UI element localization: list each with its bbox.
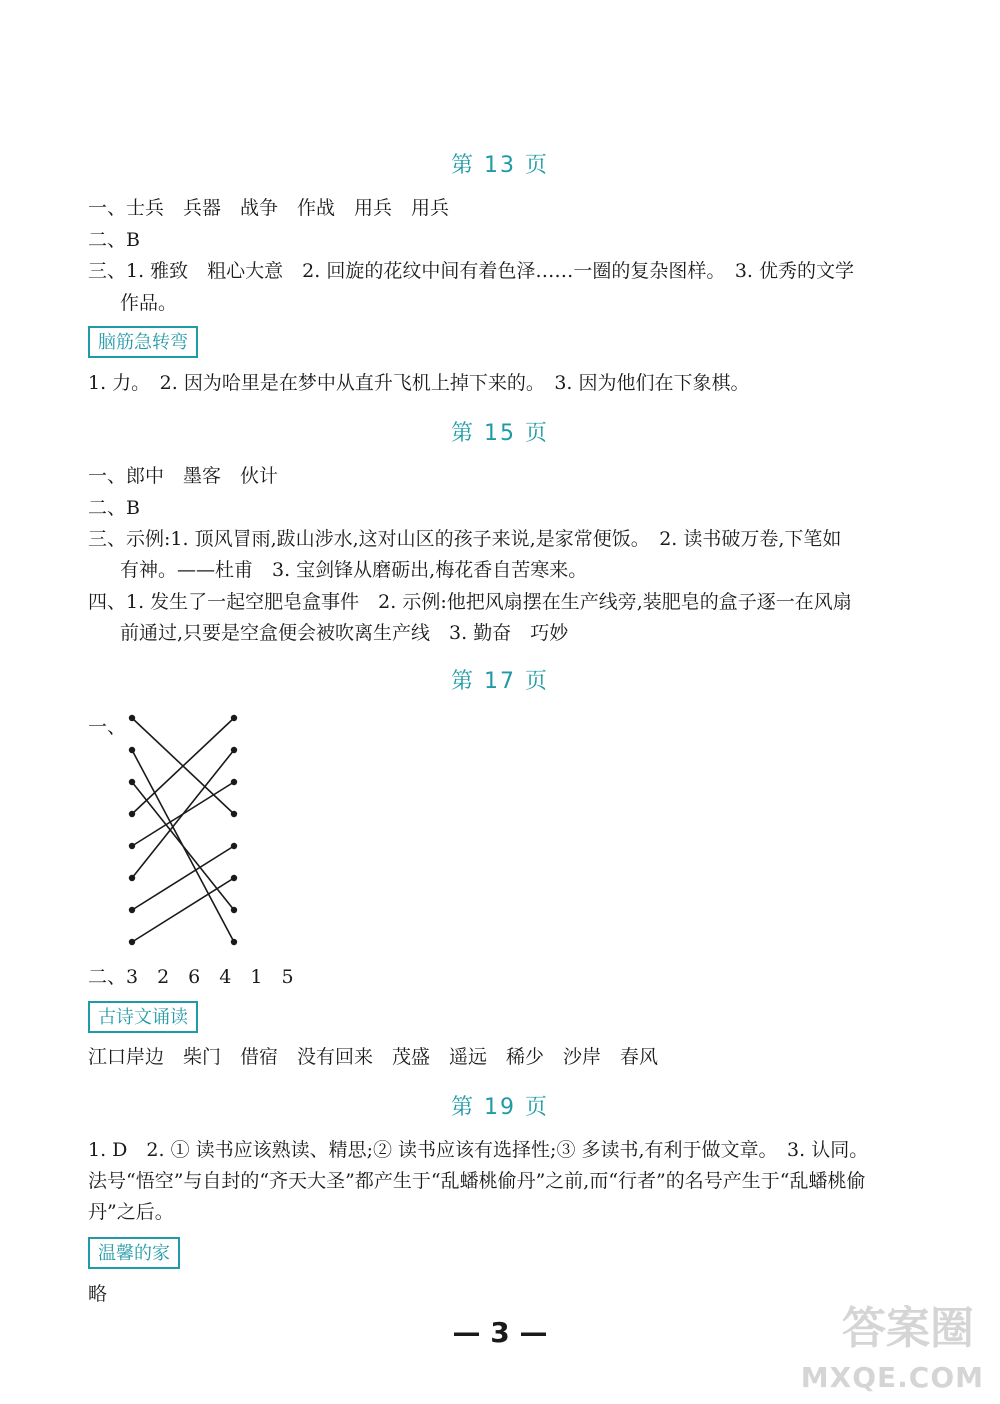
- answer-line: 有神。——杜甫 3. 宝剑锋从磨砺出,梅花香自苦寒来。: [120, 559, 588, 581]
- answer-line: 二、B: [88, 229, 140, 251]
- answer-line: 一、士兵 兵器 战争 作战 用兵 用兵: [88, 197, 450, 219]
- section-heading-17: 第 17 页: [451, 669, 549, 694]
- matching-diagram: [120, 710, 250, 960]
- section-tag-poetry: 古诗文诵读: [88, 1001, 198, 1033]
- matching-dot-right: [231, 939, 237, 945]
- watermark-cn: 答案圈: [842, 1303, 974, 1354]
- answer-line: 三、示例:1. 顶风冒雨,跋山涉水,这对山区的孩子来说,是家常便饭。 2. 读书破万卷,下笔如: [88, 528, 842, 550]
- answer-line: 法号“悟空”与自封的“齐天大圣”都产生于“乱蟠桃偷丹”之前,而“行者”的名号产生于“乱蟠桃偷: [88, 1170, 866, 1192]
- matching-dot-right: [231, 779, 237, 785]
- section-heading-19: 第 19 页: [451, 1095, 549, 1120]
- answer-line: 作品。: [120, 292, 178, 314]
- matching-dot-left: [129, 811, 135, 817]
- matching-dot-left: [129, 843, 135, 849]
- section-tag-brain-teaser: 脑筋急转弯: [88, 326, 198, 358]
- answer-line: 丹”之后。: [88, 1201, 174, 1223]
- matching-dot-left: [129, 907, 135, 913]
- answer-line: 四、1. 发生了一起空肥皂盒事件 2. 示例:他把风扇摆在生产线旁,装肥皂的盒子逐一在风扇: [88, 591, 852, 613]
- matching-line: [132, 750, 234, 878]
- answer-line: 前通过,只要是空盒便会被吹离生产线 3. 勤奋 巧妙: [120, 622, 569, 644]
- answer-line: 略: [88, 1283, 108, 1305]
- matching-dot-left: [129, 939, 135, 945]
- section-tag-home: 温馨的家: [88, 1237, 180, 1269]
- watermark-en: MXQE.COM: [800, 1361, 984, 1394]
- matching-dot-left: [129, 875, 135, 881]
- matching-dot-left: [129, 779, 135, 785]
- matching-dot-left: [129, 747, 135, 753]
- answer-line: 1. D 2. ① 读书应该熟读、精思;② 读书应该有选择性;③ 多读书,有利于做文章。 3. 认同。: [88, 1139, 869, 1161]
- matching-dot-right: [231, 747, 237, 753]
- matching-line: [132, 878, 234, 942]
- matching-line: [132, 782, 234, 910]
- question-label: 一、: [88, 716, 127, 738]
- matching-dot-right: [231, 907, 237, 913]
- section-heading-15: 第 15 页: [451, 421, 549, 446]
- matching-dot-left: [129, 715, 135, 721]
- answer-line: 一、郎中 墨客 伙计: [88, 465, 279, 487]
- answer-line: 江口岸边 柴门 借宿 没有回来 茂盛 遥远 稀少 沙岸 春风: [88, 1046, 659, 1068]
- watermark: [724, 1284, 984, 1394]
- matching-dot-right: [231, 875, 237, 881]
- answer-line: 1. 力。 2. 因为哈里是在梦中从直升飞机上掉下来的。 3. 因为他们在下象棋。: [88, 372, 750, 394]
- answer-line: 三、1. 雅致 粗心大意 2. 回旋的花纹中间有着色泽……一圈的复杂图样。 3. 优秀的文学: [88, 260, 855, 282]
- answer-line: 二、B: [88, 497, 140, 519]
- section-heading-13: 第 13 页: [451, 153, 549, 178]
- matching-dot-right: [231, 843, 237, 849]
- matching-line: [132, 846, 234, 910]
- page-number: — 3 —: [452, 1316, 548, 1349]
- matching-dot-right: [231, 811, 237, 817]
- answer-line: 二、3 2 6 4 1 5: [88, 966, 294, 988]
- matching-dot-right: [231, 715, 237, 721]
